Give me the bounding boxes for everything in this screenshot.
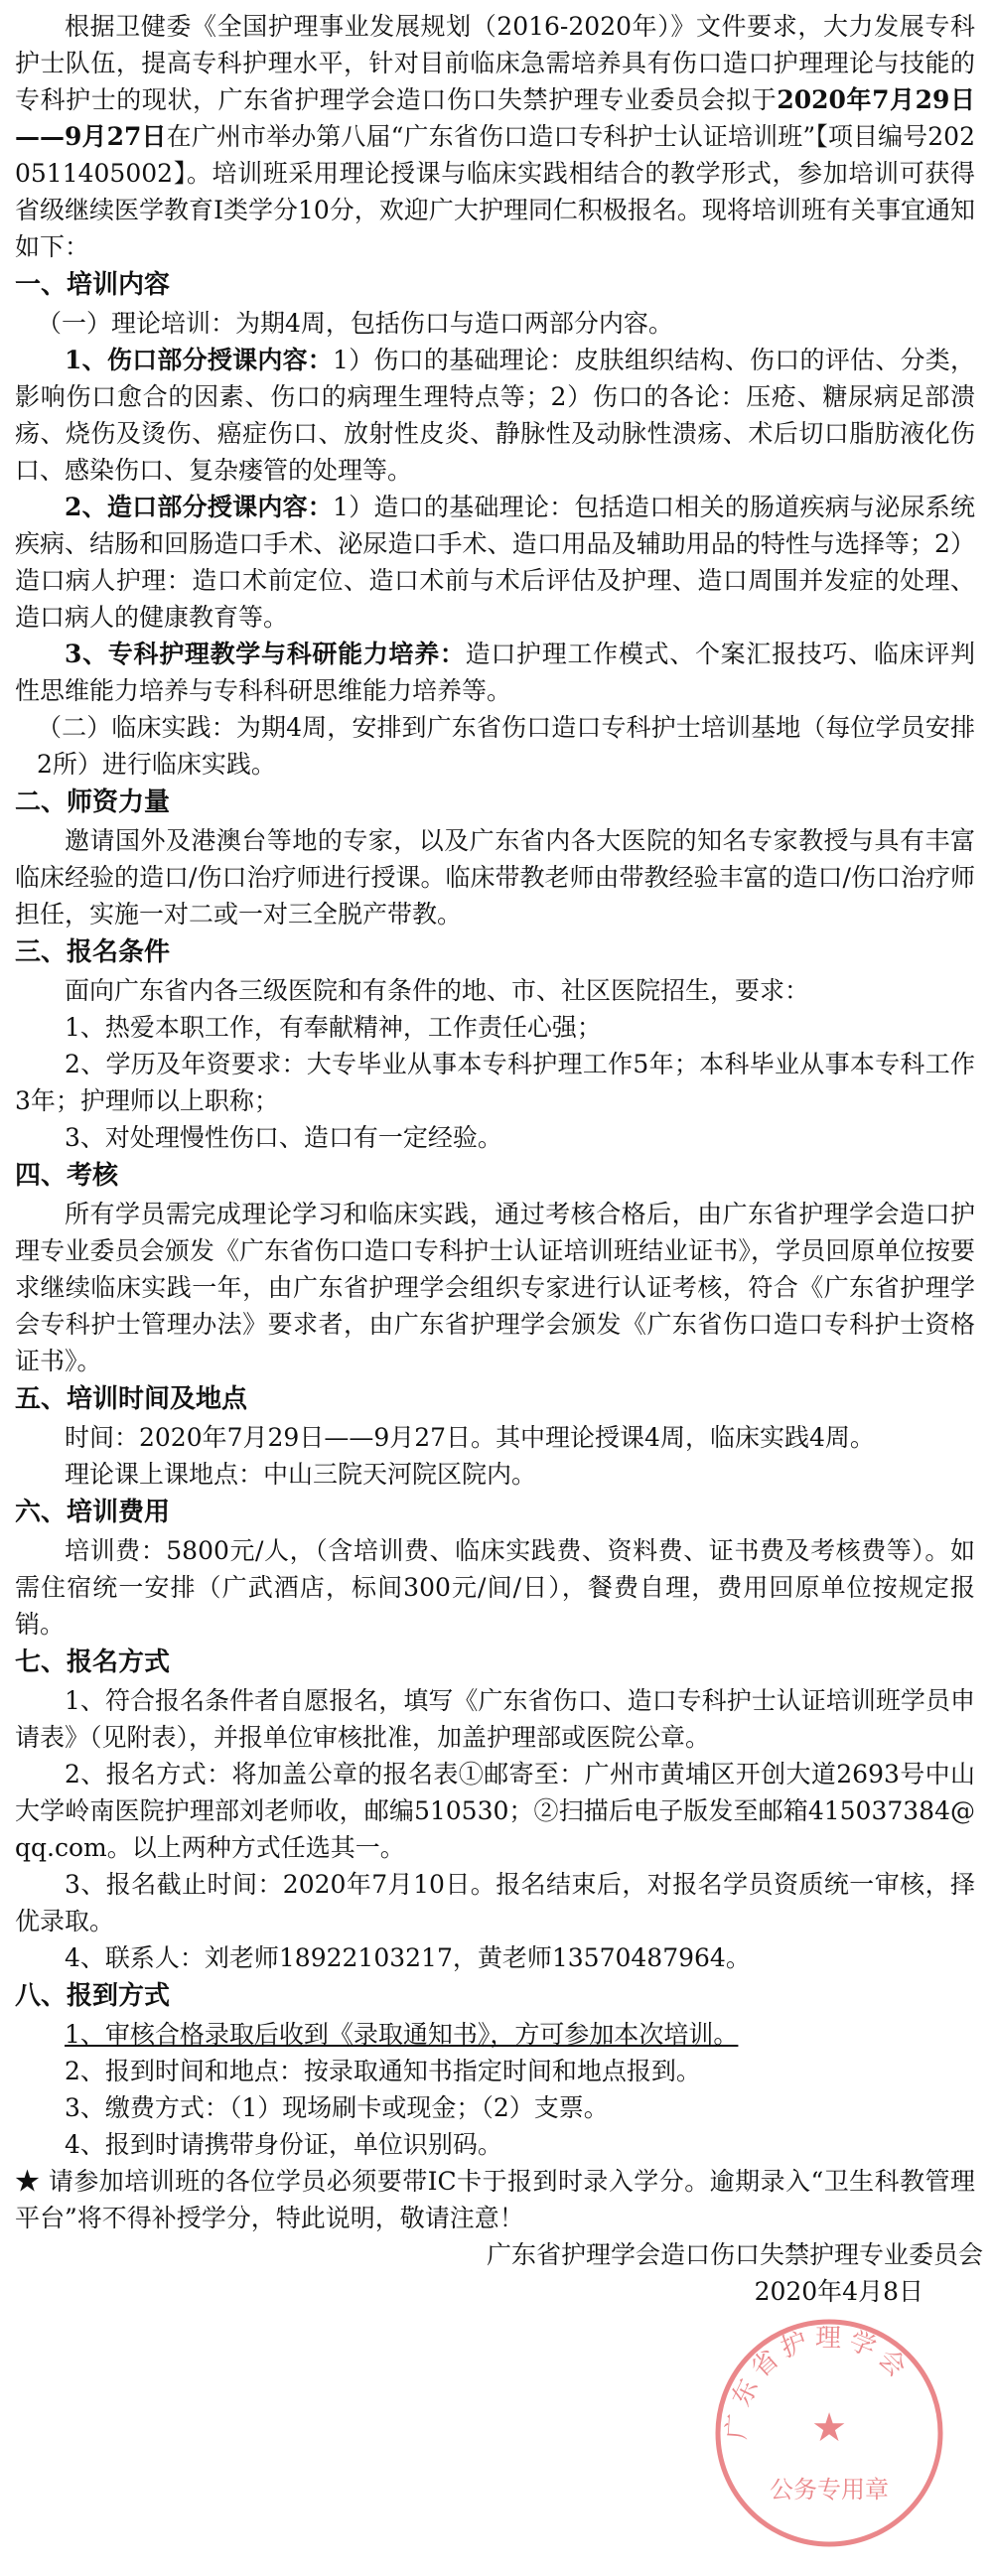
report-item-1 [15, 2016, 975, 2053]
section-3-title: 三、报名条件 [15, 937, 171, 967]
faculty-text: 邀请国外及港澳台等地的专家，以及广东省内各大医院的知名专家教授与具有丰富临床经验的造口/伤口治疗师进行授课。临床带教老师由带教经验丰富的造口/伤口治疗师担任，实施一对二或一对三全脱产带教。 [15, 826, 975, 929]
training-time: 时间：2020年7月29日——9月27日。其中理论授课4周，临床实践4周。 [65, 1423, 875, 1452]
signature-org: 广东省护理学会造口伤口失禁护理专业委员会 [486, 2240, 983, 2269]
intro-text2: 在广州市举办第八届“广东省伤口造口专科护士认证培训班” [166, 122, 816, 151]
eligibility-intro: 面向广东省内各三级医院和有条件的地、市、社区医院招生，要求： [65, 976, 810, 1005]
registration-method-3: 3、报名截止时间：2020年7月10日。报名结束后，对报名学员资质统一审核，择优录取。 [15, 1870, 975, 1935]
stamp-star-icon: ★ [811, 2405, 847, 2451]
stamp-text-path: 广东省护理学会 [722, 2323, 916, 2441]
section-5-title: 五、培训时间及地点 [15, 1384, 248, 1414]
document [0, 8, 993, 2310]
stoma-course-label: 2、造口部分授课内容： [65, 493, 334, 521]
project-number: 【项目编号2020511405002】 [15, 122, 975, 188]
section-8-title: 八、报到方式 [15, 1981, 171, 2011]
section-4-title: 四、考核 [15, 1161, 119, 1191]
requirement-2: 2、学历及年资要求：大专毕业从事本专科护理工作5年；本科毕业从事本专科工作3年；护理师以上职称； [15, 1050, 975, 1115]
intro-paragraph [15, 8, 975, 265]
official-stamp [710, 2314, 948, 2552]
fee-text: 培训费：5800元/人，（含培训费、临床实践费、资料费、证书费及考核费等）。如需住宿统一安排（广武酒店，标间300元/间/日），餐费自理，费用回原单位按规定报销。 [15, 1536, 975, 1639]
teaching-research-text: 造口护理工作模式、个案汇报技巧、临床评判性思维能力培养与专科科研思维能力培养等。 [15, 640, 975, 705]
teaching-research-label: 3、专科护理教学与科研能力培养： [65, 640, 466, 668]
stamp-text [722, 2323, 916, 2440]
teaching-research-item [15, 636, 975, 709]
section-7-title: 七、报名方式 [15, 1647, 171, 1677]
intro-text3: 。培训班采用理论授课与临床实践相结合的教学形式，参加培训可获得省级继续医学教育Ⅰ类学分10分，欢迎广大护理同仁积极报名。现将培训班有关事宜通知如下： [15, 159, 975, 261]
notice-text: 请参加培训班的各位学员必须要带IC卡于报到时录入学分。逾期录入“卫生科教管理平台”将不得补授学分，特此说明，敬请注意！ [15, 2167, 975, 2232]
section-1-title: 一、培训内容 [15, 270, 171, 300]
stamp-ring [718, 2322, 940, 2544]
signature-date: 2020年4月8日 [754, 2277, 923, 2306]
registration-method-1: 1、符合报名条件者自愿报名，填写《广东省伤口、造口专科护士认证培训班学员申请表》（见附表），并报单位审核批准，加盖护理部或医院公章。 [15, 1686, 975, 1752]
registration-method-2: 2、报名方式：将加盖公章的报名表①邮寄至：广州市黄埔区开创大道2693号中山大学岭南医院护理部刘老师收，邮编510530；②扫描后电子版发至邮箱415037384@qq.com。以上两种方式任选其一。 [15, 1760, 975, 1862]
stoma-course-item [15, 489, 975, 636]
intro-text: 根据卫健委《全国护理事业发展规划（2016-2020年）》文件要求，大力发展专科护士队伍，提高专科护理水平，针对目前临床急需培养具有伤口造口护理理论与技能的专科护士的现状，广东省护理学会造口伤口失禁护理专业委员会拟于 [15, 12, 975, 114]
wound-course-label: 1、伤口部分授课内容： [65, 346, 334, 374]
theory-training: （一）理论培训：为期4周，包括伤口与造口两部分内容。 [37, 309, 673, 338]
ic-card-notice [15, 2163, 975, 2236]
registration-contact: 4、联系人：刘老师18922103217，黄老师13570487964。 [65, 1943, 751, 1972]
report-item-3: 3、缴费方式：（1）现场刷卡或现金；（2）支票。 [65, 2093, 609, 2122]
clinical-practice: （二）临床实践：为期4周，安排到广东省伤口造口专科护士培训基地（每位学员安排2所）进行临床实践。 [37, 713, 975, 779]
stamp-sub-text: 公务专用章 [770, 2476, 889, 2504]
report-item-4: 4、报到时请携带身份证，单位识别码。 [65, 2130, 502, 2159]
intro-dates: 2020年7月29日——9月27日 [15, 85, 975, 151]
stoma-course-text: 1）造口的基础理论：包括造口相关的肠道疾病与泌尿系统疾病、结肠和回肠造口手术、泌尿造口手术、造口用品及辅助用品的特性与选择等；2）造口病人护理：造口术前定位、造口术前与术后评估及护理、造口周围并发症的处理、造口病人的健康教育等。 [15, 493, 975, 632]
requirement-3: 3、对处理慢性伤口、造口有一定经验。 [65, 1123, 502, 1152]
section-6-title: 六、培训费用 [15, 1498, 171, 1527]
section-2-title: 二、师资力量 [15, 787, 171, 817]
star-icon: ★ [15, 2167, 41, 2196]
requirement-1: 1、热爱本职工作，有奉献精神，工作责任心强； [65, 1013, 602, 1042]
wound-course-text: 1）伤口的基础理论：皮肤组织结构、伤口的评估、分类，影响伤口愈合的因素、伤口的病理生理特点等；2）伤口的各论：压疮、糖尿病足部溃疡、烧伤及烫伤、癌症伤口、放射性皮炎、静脉性及动脉性溃疡、术后切口脂肪液化伤口、感染伤口、复杂瘘管的处理等。 [15, 346, 975, 485]
training-place: 理论课上课地点：中山三院天河院区院内。 [65, 1460, 537, 1489]
assessment-text: 所有学员需完成理论学习和临床实践，通过考核合格后，由广东省护理学会造口护理专业委员会颁发《广东省伤口造口专科护士认证培训班结业证书》，学员回原单位按要求继续临床实践一年，由广东省护理学会组织专家进行认证考核，符合《广东省护理学会专科护士管理办法》要求者，由广东省护理学会颁发《广东省伤口造口专科护士资格证书》。 [15, 1200, 975, 1375]
wound-course-item [15, 342, 975, 489]
report-item-2: 2、报到时间和地点：按录取通知书指定时间和地点报到。 [65, 2057, 701, 2085]
report-item-1-text: 1、审核合格录取后收到《录取通知书》，方可参加本次培训。 [65, 2020, 739, 2049]
